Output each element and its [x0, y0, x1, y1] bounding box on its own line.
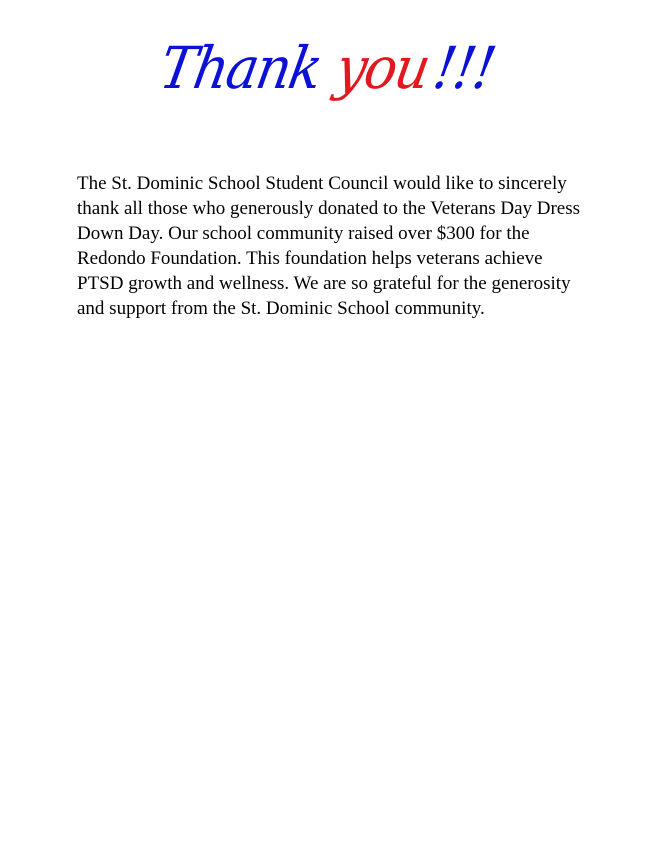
- heading-word-you: you: [331, 34, 435, 102]
- thank-you-paragraph: The St. Dominic School Student Council would like to sincerely thank all those who generously donated to the Veterans Day Dress Down Day. Our school community raised over $300 for the Redondo Foundation. This foundation helps veterans achieve PTSD growth and wellness. We are so grateful for the generosity and support from the St. Dominic School community.: [77, 173, 581, 319]
- heading-word-thank: Thank: [154, 34, 327, 102]
- heading-exclamations: !!!: [428, 34, 500, 102]
- thank-you-heading: [0, 28, 650, 108]
